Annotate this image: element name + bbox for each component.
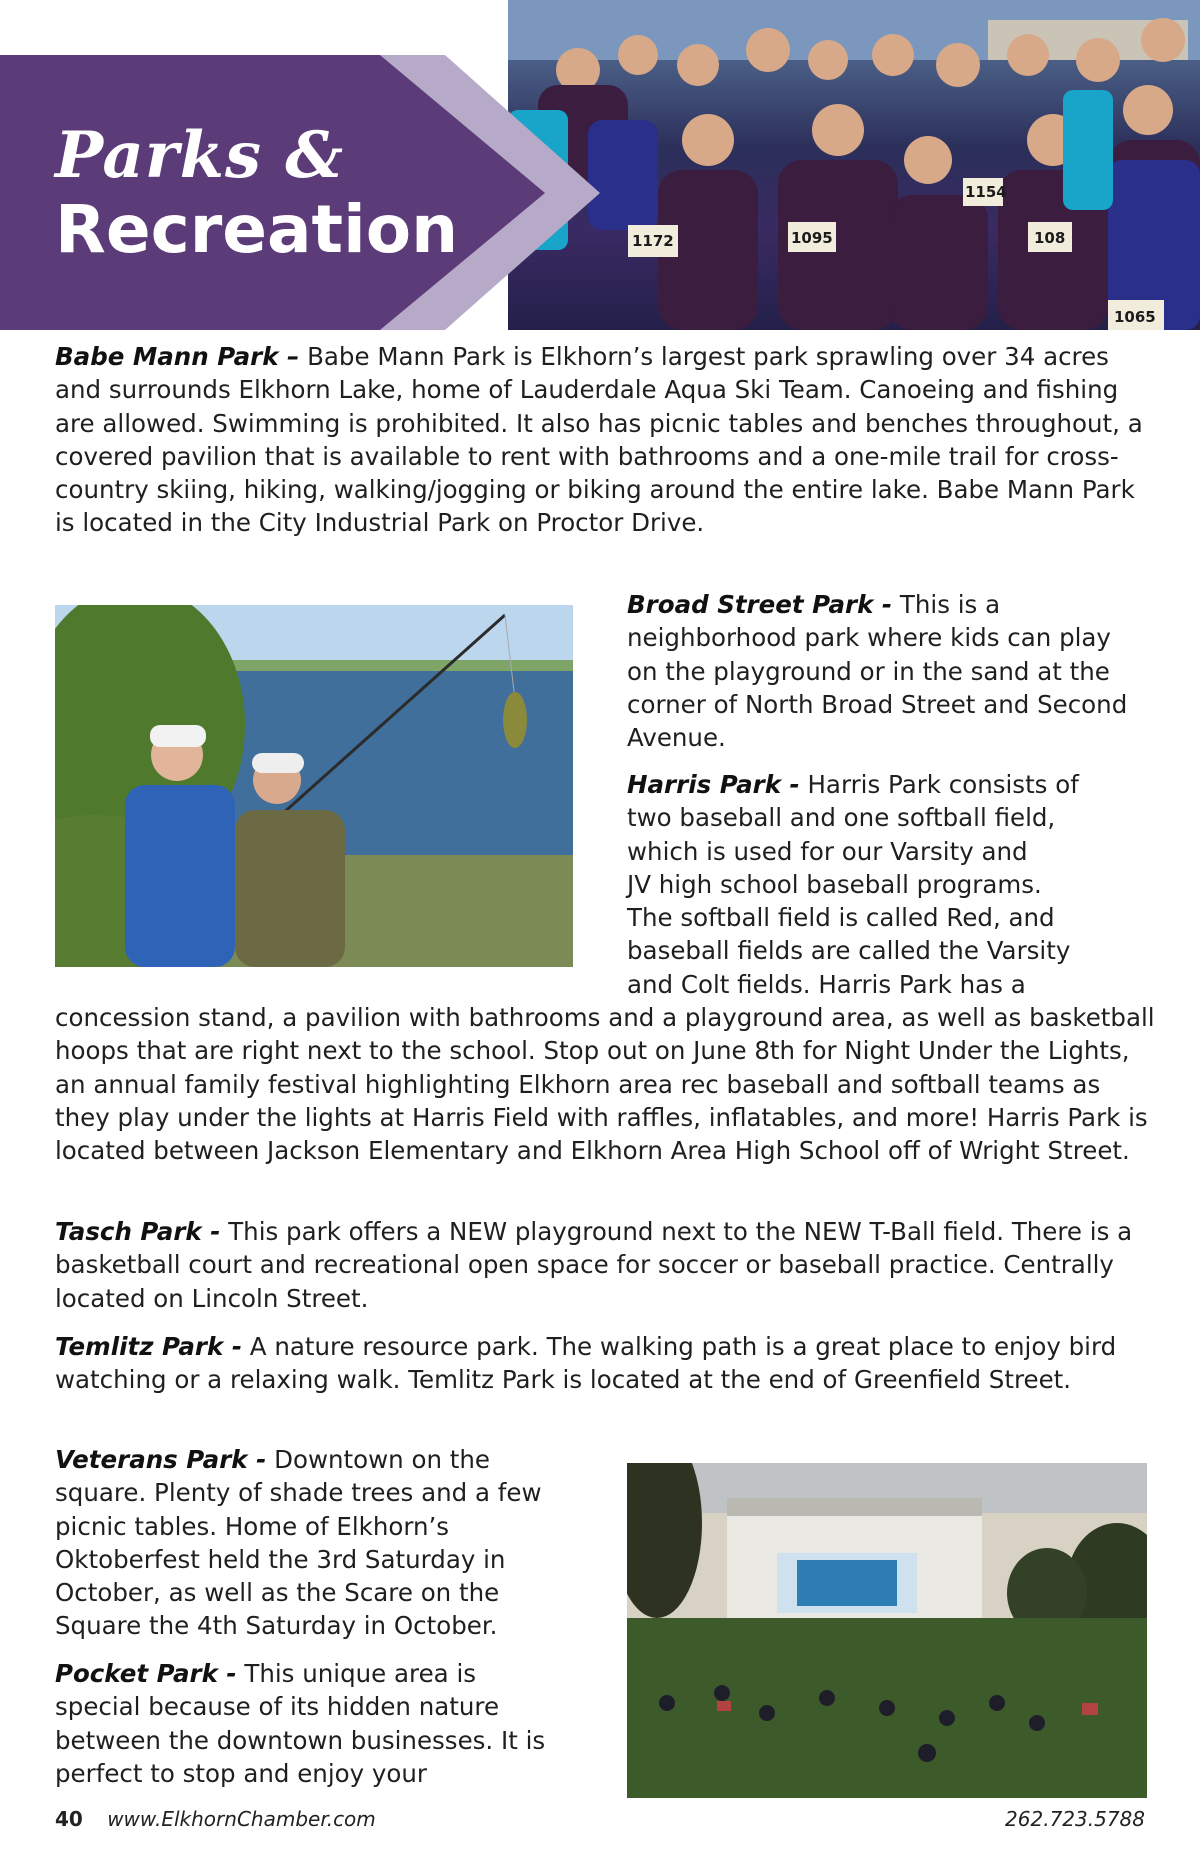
- bib-108: 108: [1034, 229, 1066, 247]
- bib-1154: 1154: [965, 183, 1007, 201]
- bib-1095: 1095: [791, 229, 833, 247]
- babe-mann-park-text: Babe Mann Park is Elkhorn’s largest park sprawling over 34 acres and surrounds Elkhorn Lake, home of Lauderdale Aqua Ski Team. Canoeing and fishing are allowed. Swimming is prohibited. It also has picnic tables and benches throughout, a covered pavilion that is available to rent with bathrooms and a one-mile trail for cross-country skiing, hiking, walking/jogging or biking around the entire lake. Babe Mann Park is located in the City Industrial Park on Proctor Drive.: [55, 342, 1143, 538]
- harris-park-line: baseball fields are called the Varsity: [627, 936, 1071, 966]
- website-link[interactable]: www.ElkhornChamber.com: [107, 1807, 376, 1831]
- harris-park-heading: Harris Park -: [627, 770, 800, 799]
- pocket-park-text: This unique area is special because of its hidden nature between the downtown businesses. It is perfect to stop and enjoy your: [55, 1659, 546, 1788]
- broad-street-park-text: This is a neighborhood park where kids can play on the playground or in the sand at the corner of North Broad Street and Second Avenue.: [627, 590, 1128, 753]
- photo-boys-fishing: [55, 605, 573, 967]
- harris-park-line: and Colt fields. Harris Park has a: [627, 969, 1026, 999]
- title-line-1: Parks &: [55, 118, 345, 193]
- veterans-park-heading: Veterans Park -: [55, 1445, 267, 1474]
- hero-photo-race-crowd: [508, 0, 1200, 330]
- crowd-illustration: [508, 0, 1200, 330]
- broad-street-park-heading: Broad Street Park -: [627, 590, 893, 619]
- page-title: [55, 118, 458, 266]
- veterans-park-text: Downtown on the square. Plenty of shade trees and a few picnic tables. Home of Elkhorn’s Oktoberfest held the 3rd Saturday in October, as well as the Scare on the Square the 4th Saturday in October.: [55, 1445, 542, 1641]
- broad-street-park-paragraph: [627, 588, 1142, 754]
- babe-mann-park-heading: Babe Mann Park –: [55, 342, 300, 371]
- babe-mann-park-paragraph: [55, 340, 1155, 540]
- pocket-park-paragraph: [55, 1657, 560, 1790]
- footer-left: [55, 1807, 376, 1831]
- harris-park-paragraph: [627, 768, 1187, 1001]
- temlitz-park-paragraph: [55, 1330, 1145, 1397]
- harris-park-line: JV high school baseball programs.: [627, 869, 1042, 899]
- temlitz-park-text: A nature resource park. The walking path is a great place to enjoy bird watching or a relaxing walk. Temlitz Park is located at the end of Greenfield Street.: [55, 1332, 1117, 1395]
- veterans-park-paragraph: [55, 1443, 560, 1643]
- phone-number: 262.723.5788: [1005, 1807, 1145, 1831]
- tasch-park-text: This park offers a NEW playground next to the NEW T-Ball field. There is a basketball court and recreational open space for soccer or baseball practice. Centrally located on Lincoln Street.: [55, 1217, 1133, 1313]
- bib-1065: 1065: [1114, 308, 1156, 326]
- photo-outdoor-movie-bandshell: [627, 1463, 1147, 1798]
- tasch-park-paragraph: [55, 1215, 1145, 1315]
- harris-park-line: which is used for our Varsity and: [627, 836, 1028, 866]
- tasch-park-heading: Tasch Park -: [55, 1217, 221, 1246]
- temlitz-park-heading: Temlitz Park -: [55, 1332, 242, 1361]
- bandshell-illustration: [627, 1463, 1147, 1798]
- harris-park-line: two baseball and one softball field,: [627, 803, 1056, 833]
- harris-park-line: The softball field is called Red, and: [627, 903, 1055, 933]
- title-line-2: Recreation: [55, 191, 459, 268]
- harris-park-continued: concession stand, a pavilion with bathrooms and a playground area, as well as basketball hoops that are right next to the school. Stop out on June 8th for Night Under the Lights, an annual family festival highlighting Elkhorn area rec baseball and softball teams as they play under the lights at Harris Field with raffles, inflatables, and more! Harris Park is located between Jackson Elementary and Elkhorn Area High School off of Wright Street.: [55, 1003, 1155, 1166]
- harris-park-line: Harris Park consists of: [799, 770, 1079, 799]
- pocket-park-heading: Pocket Park -: [55, 1659, 237, 1688]
- page-number: 40: [55, 1807, 83, 1831]
- fishing-illustration: [55, 605, 573, 967]
- bib-1172: 1172: [632, 232, 674, 250]
